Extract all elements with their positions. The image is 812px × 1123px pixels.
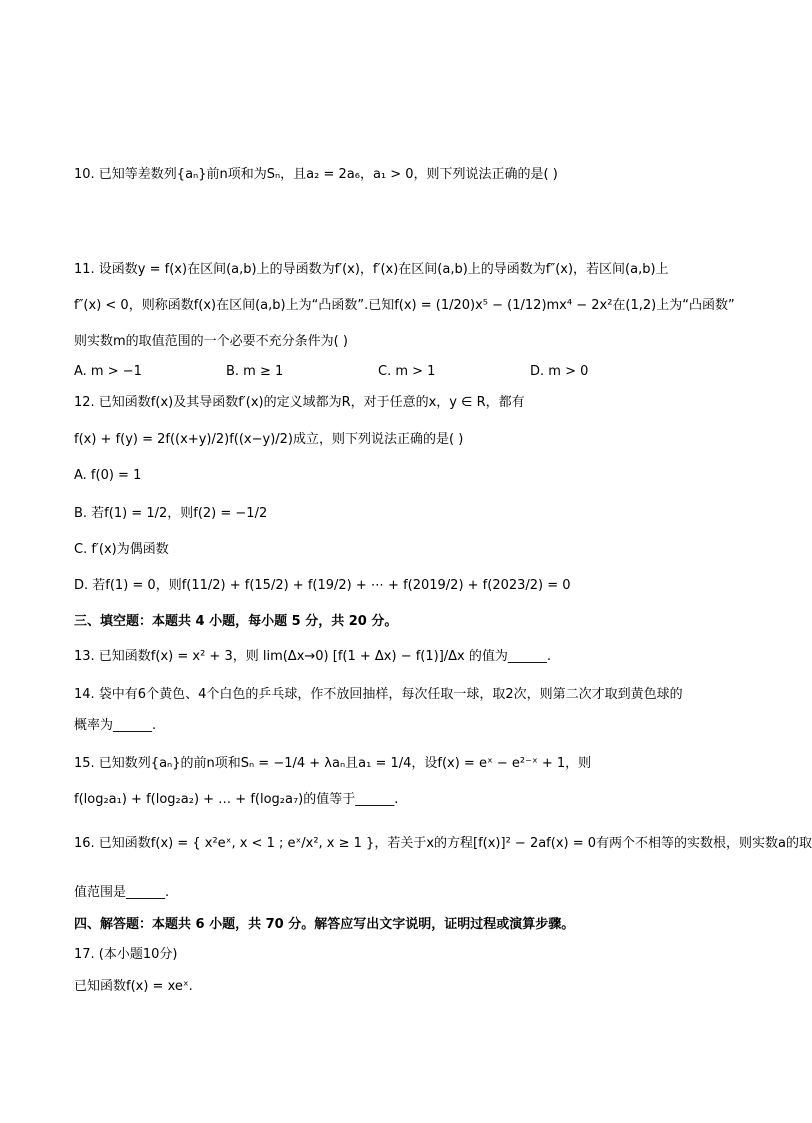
q17-title: 17. (本小题10分) (74, 947, 178, 962)
q11-stem-line2: f″(x) < 0，则称函数f(x)在区间(a,b)上为“凸函数”.已知f(x) = (1/20)x⁵ − (1/12)mx⁴ − 2x²在(1,2)上为“凸函数” (74, 298, 735, 313)
q12-option-a: A. f(0) = 1 (74, 468, 142, 483)
q17-stem: 已知函数f(x) = xeˣ. (74, 979, 193, 994)
q16-stem-line2: 值范围是______. (74, 885, 170, 900)
q14-stem-line2: 概率为______. (74, 718, 157, 733)
section-4-heading: 四、解答题：本题共 6 小题，共 70 分。解答应写出文字说明，证明过程或演算步骤。 (74, 917, 575, 932)
q11-option-a: A. m > −1 (74, 364, 142, 379)
q12-stem-line2: f(x) + f(y) = 2f((x+y)/2)f((x−y)/2)成立，则下列说法正确的是( ) (74, 432, 464, 447)
q12-option-d: D. 若f(1) = 0，则f(11/2) + f(15/2) + f(19/2) + ⋯ + f(2019/2) + f(2023/2) = 0 (74, 578, 571, 593)
q11-option-d: D. m > 0 (530, 364, 589, 379)
q13-stem: 13. 已知函数f(x) = x² + 3，则 lim(Δx→0) [f(1 + Δx) − f(1)]/Δx 的值为______. (74, 649, 552, 664)
q11-option-b: B. m ≥ 1 (226, 364, 284, 379)
q15-stem-line2: f(log₂a₁) + f(log₂a₂) + … + f(log₂a₇)的值等于______. (74, 792, 399, 807)
q12-stem-line1: 12. 已知函数f(x)及其导函数f′(x)的定义域都为R，对于任意的x，y ∈ R，都有 (74, 395, 525, 410)
q11-option-c: C. m > 1 (378, 364, 436, 379)
q15-stem-line1: 15. 已知数列{aₙ}的前n项和Sₙ = −1/4 + λaₙ且a₁ = 1/4，设f(x) = eˣ − e²⁻ˣ + 1，则 (74, 756, 592, 771)
q12-option-b: B. 若f(1) = 1/2，则f(2) = −1/2 (74, 506, 268, 521)
q11-stem-line1: 11. 设函数y = f(x)在区间(a,b)上的导函数为f′(x)，f′(x)在区间(a,b)上的导函数为f″(x)，若区间(a,b)上 (74, 262, 669, 277)
q11-stem-line3: 则实数m的取值范围的一个必要不充分条件为( ) (74, 334, 348, 349)
q11-options (74, 362, 734, 382)
section-3-heading: 三、填空题：本题共 4 小题，每小题 5 分，共 20 分。 (74, 614, 398, 629)
q16-stem-line1: 16. 已知函数f(x) = { x²eˣ, x < 1 ; eˣ/x², x ≥ 1 }，若关于x的方程[f(x)]² − 2af(x) = 0有两个不相等的实数根，则实数a的取 (74, 836, 812, 851)
q12-option-c: C. f′(x)为偶函数 (74, 542, 169, 557)
q14-stem-line1: 14. 袋中有6个黄色、4个白色的乒乓球，作不放回抽样，每次任取一球，取2次，则第二次才取到黄色球的 (74, 687, 683, 702)
q10-stem: 10. 已知等差数列{aₙ}前n项和为Sₙ，且a₂ = 2a₆，a₁ > 0，则下列说法正确的是( ) (74, 167, 558, 182)
